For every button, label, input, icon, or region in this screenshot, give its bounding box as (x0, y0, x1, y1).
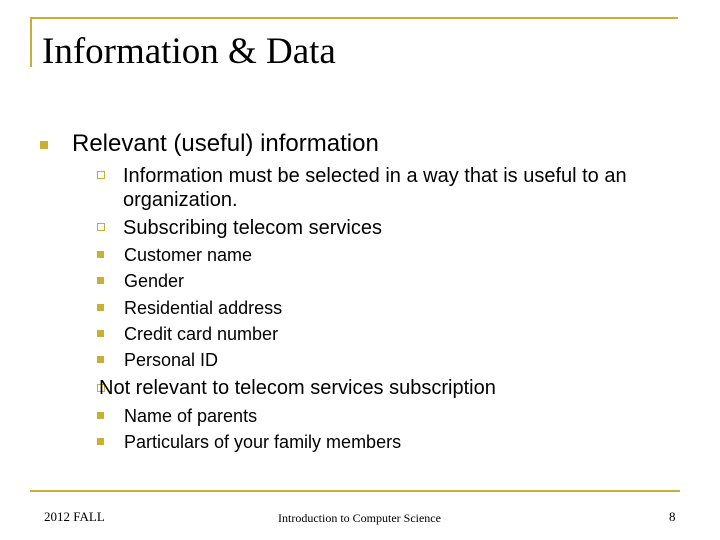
list-item: Name of parents (124, 406, 258, 426)
slide-title: Information & Data (42, 31, 336, 72)
square-bullet-icon (97, 412, 104, 419)
list-item: Personal ID (124, 350, 219, 370)
hollow-square-bullet-icon (97, 171, 105, 179)
list-item: Credit card number (124, 324, 279, 344)
square-bullet-icon (97, 251, 104, 258)
hollow-square-bullet-icon (97, 223, 105, 231)
frame-top-rule (30, 17, 678, 19)
square-bullet-icon (97, 356, 104, 363)
page-number: 8 (669, 509, 676, 524)
list-item: Residential address (124, 298, 283, 318)
frame-bottom-rule (30, 490, 680, 492)
bullet-relevant-info: Relevant (useful) information (72, 130, 379, 157)
footer-date: 2012 FALL (44, 509, 105, 524)
list-item: Particulars of your family members (124, 432, 402, 452)
list-item: Gender (124, 271, 185, 291)
square-bullet-icon (97, 277, 104, 284)
square-bullet-icon (97, 330, 104, 337)
footer-course: Introduction to Computer Science (278, 511, 441, 525)
bullet-not-relevant: Not relevant to telecom services subscription (99, 377, 496, 399)
list-item: Customer name (124, 245, 253, 265)
frame-left-rule (30, 17, 32, 67)
bullet-subscribing-services: Subscribing telecom services (123, 217, 382, 239)
square-bullet-icon (40, 141, 48, 149)
square-bullet-icon (97, 438, 104, 445)
square-bullet-icon (97, 304, 104, 311)
bullet-selected-useful: Information must be selected in a way that is useful to an (123, 165, 627, 187)
bullet-selected-useful-cont: organization. (123, 189, 238, 211)
